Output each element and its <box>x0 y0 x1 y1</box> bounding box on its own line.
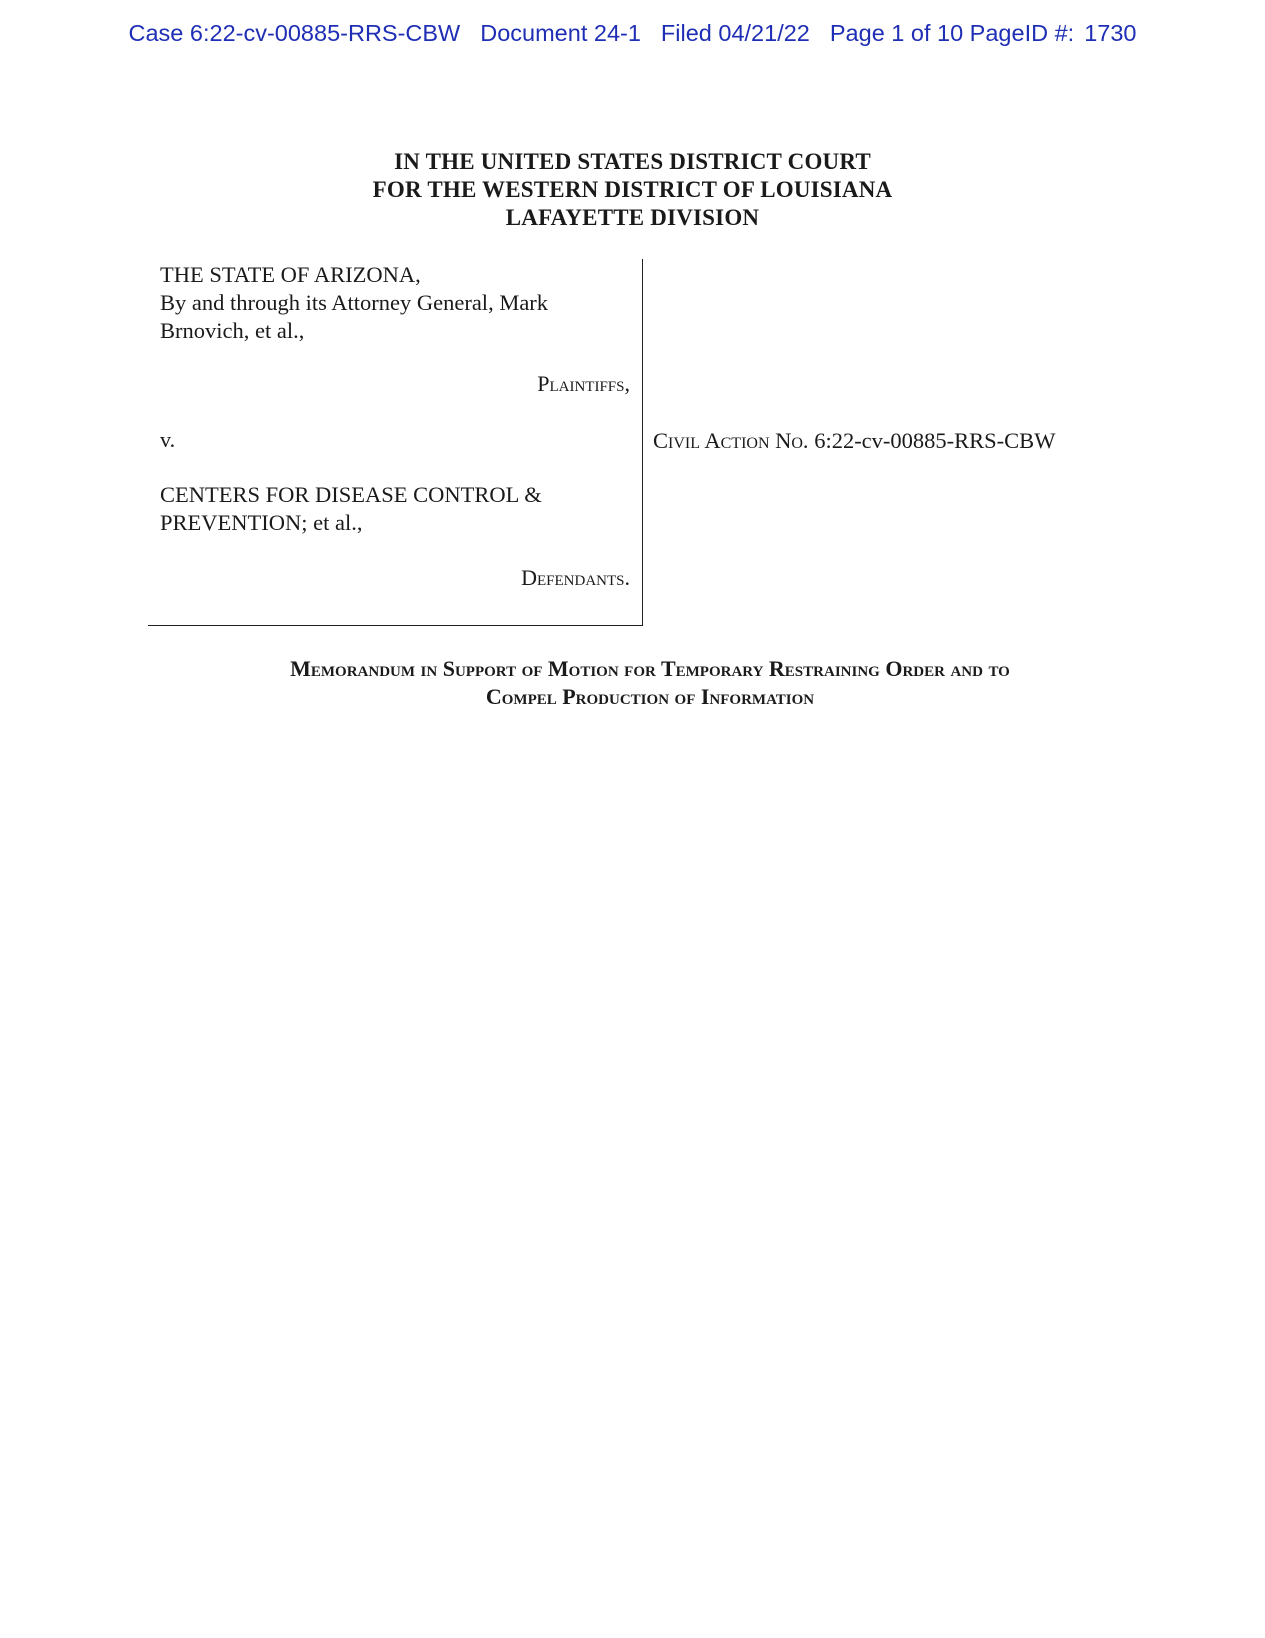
case-caption-box <box>148 259 643 626</box>
versus: v. <box>160 427 176 452</box>
court-line-1: IN THE UNITED STATES DISTRICT COURT <box>394 149 871 174</box>
plaintiff-detail <box>160 289 600 345</box>
document-title <box>150 655 1150 711</box>
civil-action-value: 6:22-cv-00885-RRS-CBW <box>814 428 1056 453</box>
court-heading <box>0 148 1265 232</box>
page-info: Page 1 of 10 PageID #: <box>829 20 1075 46</box>
plaintiff-detail-line-2: Brnovich, et al., <box>160 318 305 343</box>
defendant-line-2: PREVENTION; et al., <box>160 510 363 535</box>
court-line-3: LAFAYETTE DIVISION <box>505 205 760 230</box>
page-id: 1730 <box>1084 20 1137 46</box>
plaintiffs-role: Plaintiffs, <box>537 371 630 396</box>
civil-action-label: Civil Action No. <box>653 428 809 453</box>
defendant-line-1: CENTERS FOR DISEASE CONTROL & <box>160 482 542 507</box>
court-line-2: FOR THE WESTERN DISTRICT OF LOUISIANA <box>372 177 893 202</box>
filed-date: Filed 04/21/22 <box>660 20 810 46</box>
case-header-stamp <box>0 20 1265 47</box>
defendant-name <box>160 481 630 537</box>
civil-action-number <box>653 428 1055 454</box>
document-title-line-2: Compel Production of Information <box>485 684 815 709</box>
document-title-line-1: Memorandum in Support of Motion for Temporary Restraining Order and to <box>290 656 1010 681</box>
plaintiff-name: THE STATE OF ARIZONA, <box>160 262 421 287</box>
document-number: Document 24-1 <box>480 20 641 46</box>
case-number: Case 6:22-cv-00885-RRS-CBW <box>128 20 461 46</box>
defendants-role: Defendants. <box>521 565 630 590</box>
plaintiff-detail-line-1: By and through its Attorney General, Mark <box>160 290 549 315</box>
